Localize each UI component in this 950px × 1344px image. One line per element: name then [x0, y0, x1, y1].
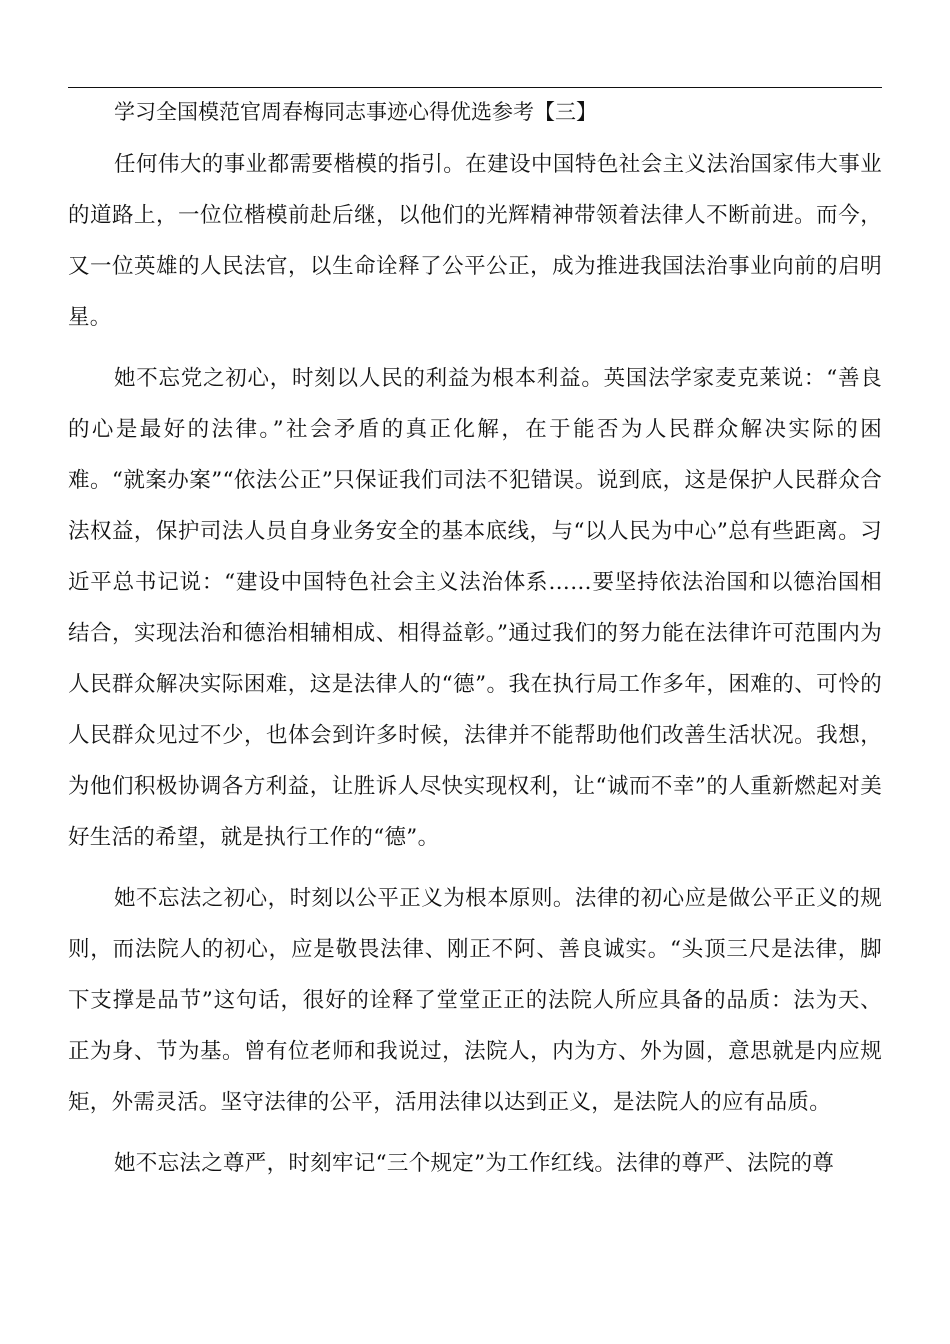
- header-rule: [68, 87, 882, 88]
- paragraph-1: 任何伟大的事业都需要楷模的指引。在建设中国特色社会主义法治国家伟大事业的道路上，一位位楷模前赴后继，以他们的光辉精神带领着法律人不断前进。而今，又一位英雄的人民法官，以生命诠释了公平公正，成为推进我国法治事业向前的启明星。: [68, 152, 882, 330]
- document-body: [68, 95, 882, 1199]
- paragraph-2: 她不忘党之初心，时刻以人民的利益为根本利益。英国法学家麦克莱说：“善良的心是最好的法律。”社会矛盾的真正化解，在于能否为人民群众解决实际的困难。“就案办案”“依法公正”只保证我们司法不犯错误。说到底，这是保护人民群众合法权益，保护司法人员自身业务安全的基本底线，与“以人民为中心”总有些距离。习近平总书记说：“建设中国特色社会主义法治体系……要坚持依法治国和以德治国相结合，实现法治和德治相辅相成、相得益彰。”通过我们的努力能在法律许可范围内为人民群众解决实际困难，这是法律人的“德”。我在执行局工作多年，困难的、可怜的人民群众见过不少，也体会到许多时候，法律并不能帮助他们改善生活状况。我想，为他们积极协调各方利益，让胜诉人尽快实现权利，让“诚而不幸”的人重新燃起对美好生活的希望，就是执行工作的“德”。: [68, 366, 882, 850]
- document-title: 学习全国模范官周春梅同志事迹心得优选参考【三】: [114, 100, 597, 124]
- paragraph-3: 她不忘法之初心，时刻以公平正义为根本原则。法律的初心应是做公平正义的规则，而法院人的初心，应是敬畏法律、刚正不阿、善良诚实。“头顶三尺是法律，脚下支撑是品节”这句话，很好的诠释了堂堂正正的法院人所应具备的品质：法为天、正为身、节为基。曾有位老师和我说过，法院人，内为方、外为圆，意思就是内应规矩，外需灵活。坚守法律的公平，活用法律以达到正义，是法院人的应有品质。: [68, 886, 882, 1115]
- paragraph-4: 她不忘法之尊严，时刻牢记“三个规定”为工作红线。法律的尊严、法院的尊: [114, 1151, 835, 1176]
